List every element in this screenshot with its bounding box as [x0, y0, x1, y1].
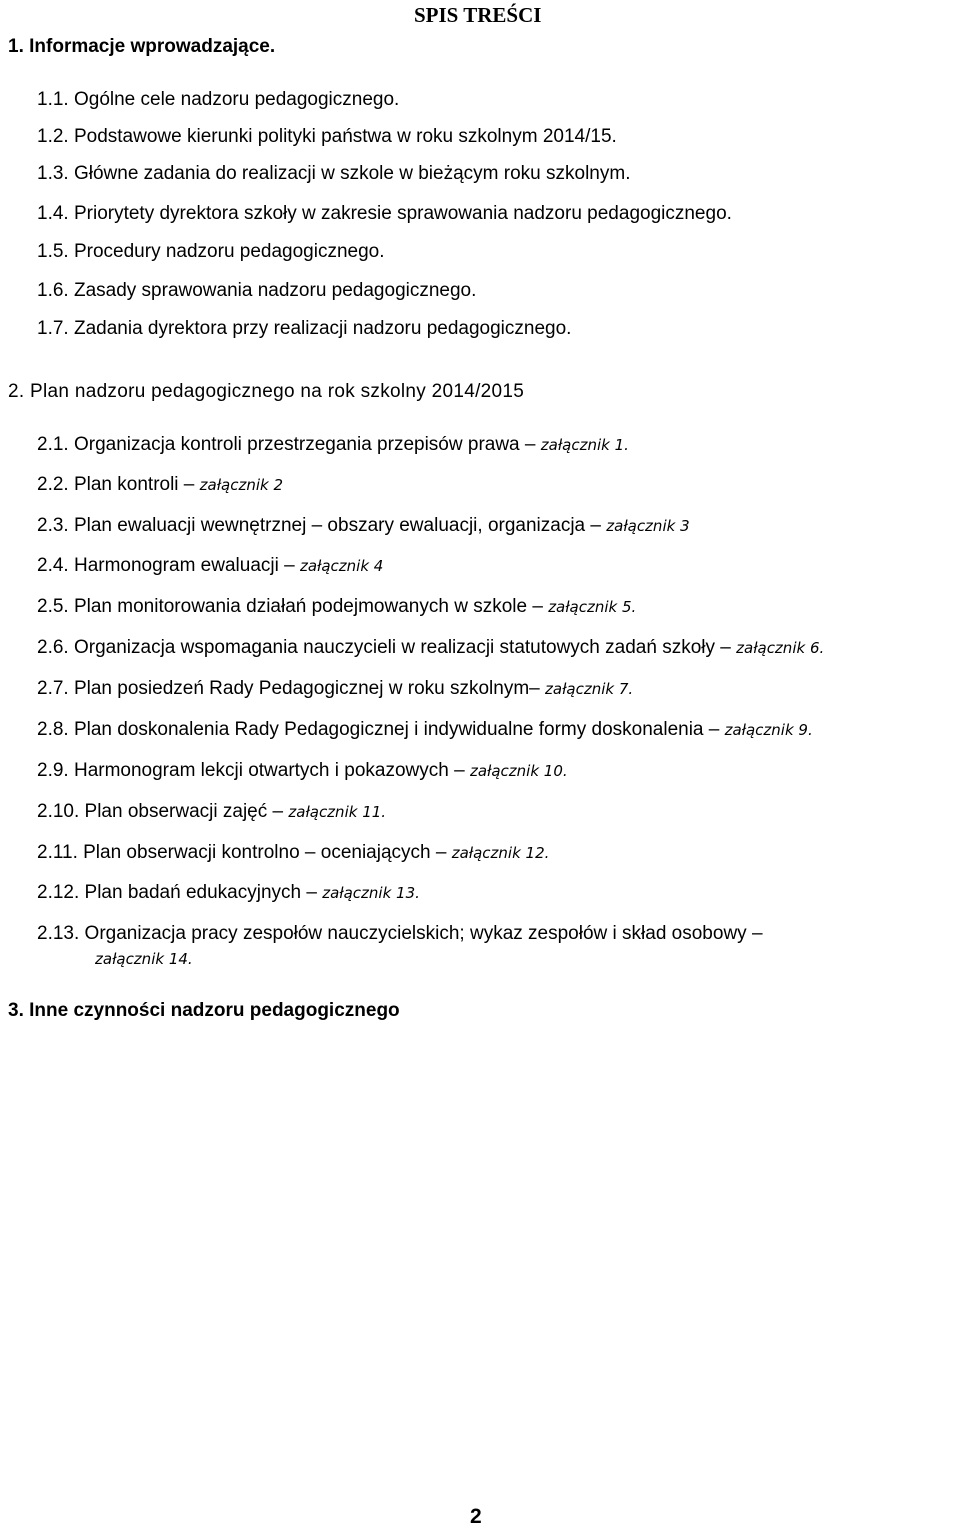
toc-item-text: 2.10. Plan obserwacji zajęć –: [37, 801, 289, 822]
attachment-ref: załącznik 14.: [95, 950, 193, 968]
toc-item-2-6: [37, 637, 824, 659]
toc-item-text: 2.8. Plan doskonalenia Rady Pedagogicznej i indywidualne formy doskonalenia –: [37, 719, 725, 740]
section-2-heading: 2. Plan nadzoru pedagogicznego na rok szkolny 2014/2015: [8, 381, 525, 402]
toc-item-text: 2.7. Plan posiedzeń Rady Pedagogicznej w roku szkolnym–: [37, 678, 546, 699]
toc-item-text: 2.6. Organizacja wspomagania nauczycieli w realizacji statutowych zadań szkoły –: [37, 637, 737, 658]
toc-item-text: 2.4. Harmonogram ewaluacji –: [37, 555, 300, 576]
attachment-ref: załącznik 7.: [545, 680, 634, 698]
toc-item-2-13: [37, 923, 763, 945]
attachment-ref: załącznik 9.: [724, 721, 813, 739]
attachment-ref: załącznik 12.: [451, 844, 550, 862]
section-3-heading: 3. Inne czynności nadzoru pedagogicznego: [8, 1000, 400, 1021]
toc-item-2-8: [37, 719, 813, 741]
attachment-ref: załącznik 5.: [548, 598, 637, 616]
toc-item-1-6: 1.6. Zasady sprawowania nadzoru pedagogicznego.: [37, 280, 477, 301]
toc-item-2-13-continuation: [95, 948, 193, 970]
attachment-ref: załącznik 4: [299, 557, 384, 575]
toc-item-1-1: 1.1. Ogólne cele nadzoru pedagogicznego.: [37, 89, 400, 110]
toc-item-2-1: [37, 434, 629, 456]
toc-item-2-4: [37, 555, 383, 577]
toc-item-1-4: 1.4. Priorytety dyrektora szkoły w zakresie sprawowania nadzoru pedagogicznego.: [37, 203, 732, 224]
toc-item-1-3: 1.3. Główne zadania do realizacji w szkole w bieżącym roku szkolnym.: [37, 163, 631, 184]
toc-item-text: 2.2. Plan kontroli –: [37, 474, 200, 495]
toc-item-text: 2.11. Plan obserwacji kontrolno – oceniających –: [37, 842, 452, 863]
toc-item-2-10: [37, 801, 386, 823]
attachment-ref: załącznik 2: [199, 476, 284, 494]
toc-item-2-9: [37, 760, 568, 782]
toc-item-1-5: 1.5. Procedury nadzoru pedagogicznego.: [37, 241, 385, 262]
toc-item-2-12: [37, 882, 420, 904]
attachment-ref: załącznik 6.: [736, 639, 825, 657]
toc-item-text: 2.3. Plan ewaluacji wewnętrznej – obszary ewaluacji, organizacja –: [37, 515, 607, 536]
attachment-ref: załącznik 11.: [288, 803, 387, 821]
toc-item-2-2: [37, 474, 283, 496]
toc-item-1-7: 1.7. Zadania dyrektora przy realizacji nadzoru pedagogicznego.: [37, 318, 572, 339]
attachment-ref: załącznik 13.: [322, 884, 420, 902]
toc-item-text: 2.5. Plan monitorowania działań podejmowanych w szkole –: [37, 596, 549, 617]
toc-item-text: 2.12. Plan badań edukacyjnych –: [37, 882, 323, 903]
attachment-ref: załącznik 10.: [469, 762, 568, 780]
toc-item-2-5: [37, 596, 636, 618]
toc-item-1-2: 1.2. Podstawowe kierunki polityki państwa w roku szkolnym 2014/15.: [37, 126, 617, 147]
toc-item-text: 2.1. Organizacja kontroli przestrzegania przepisów prawa –: [37, 434, 541, 455]
toc-item-2-11: [37, 842, 549, 864]
attachment-ref: załącznik 3: [606, 517, 690, 535]
attachment-ref: załącznik 1.: [540, 436, 629, 454]
toc-item-2-3: [37, 515, 690, 537]
page-title: SPIS TREŚCI: [414, 3, 542, 27]
toc-item-text: 2.9. Harmonogram lekcji otwartych i pokazowych –: [37, 760, 470, 781]
toc-item-text: 2.13. Organizacja pracy zespołów nauczycielskich; wykaz zespołów i skład osobowy –: [37, 923, 763, 944]
page-number: 2: [470, 1505, 482, 1528]
toc-item-2-7: [37, 678, 633, 700]
section-1-heading: 1. Informacje wprowadzające.: [8, 36, 276, 57]
